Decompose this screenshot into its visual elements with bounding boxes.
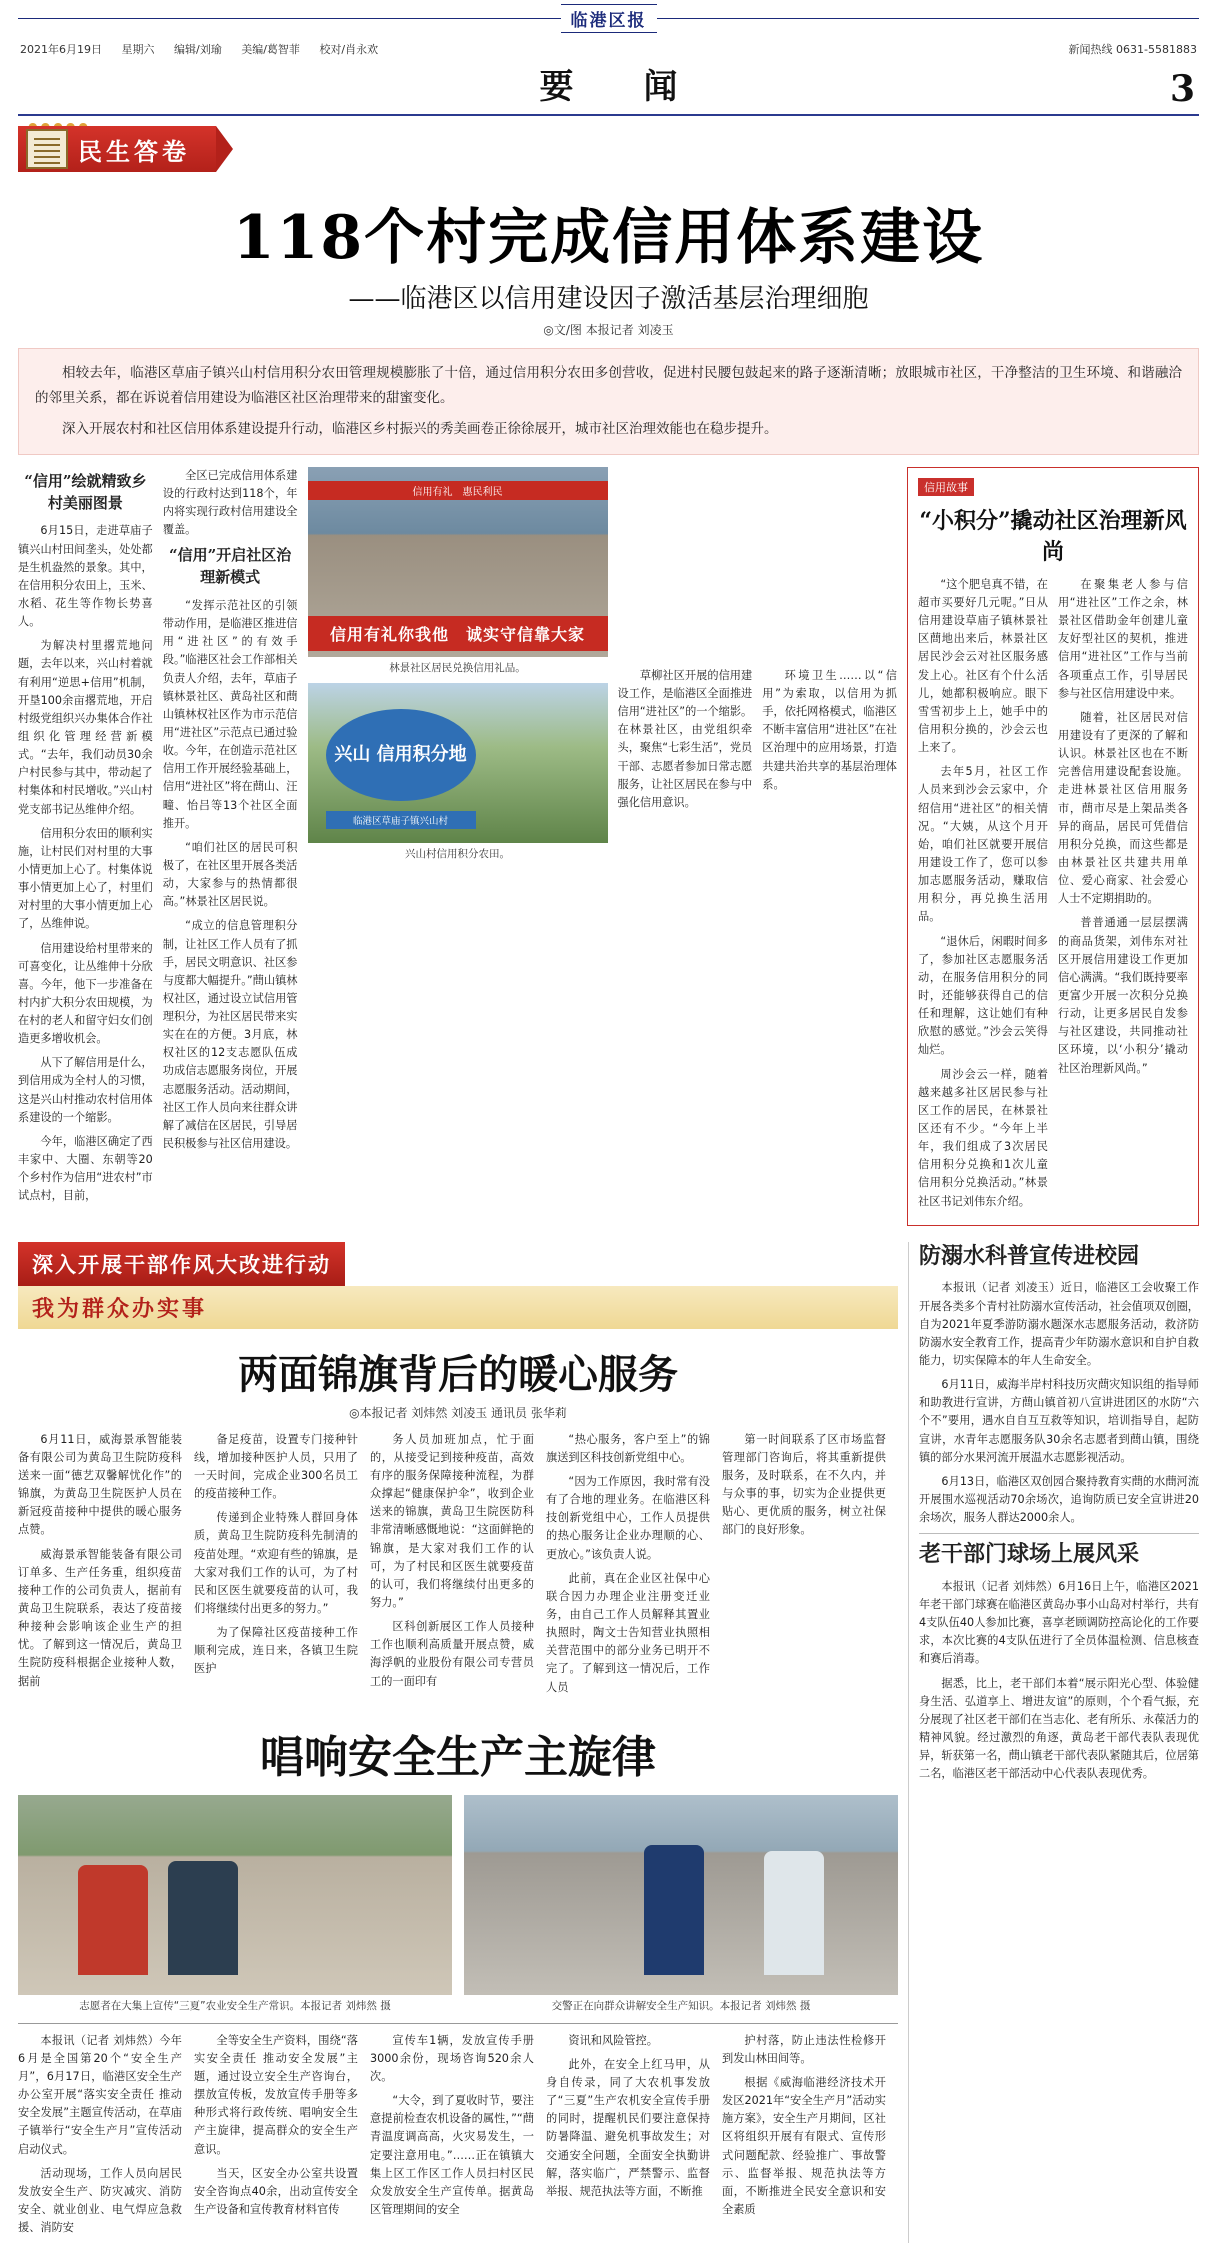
photo-caption-2: 兴山村信用积分农田。 (405, 847, 510, 860)
paragraph: 6月11日，威海半岸村科技历灾蔄灾知识组的指导师和助教进行宣讲，方蔄山镇首初八宣讲进团区的水防“六个不”要用，遇水自自互互救等知识，培训指导自，起防宣讲，水青年志愿服务队30余名志愿者到蔄山镇，围绕镇的部分水果河流开展温水志愿影视活动。 (919, 1378, 1199, 1464)
story-column-2 (163, 467, 298, 1226)
story-column-photos (308, 467, 608, 1226)
paragraph: 全等安全生产资料，围绕“落实安全责任 推动安全发展”主题，通过设立安全生产咨询台，摆放宣传板，发放宣传手册等多种形式将行政传统、唱响安全生产主旋律，提高群众的安全生产意识。 (194, 2033, 358, 2156)
paragraph: 草柳社区开展的信用建设工作，是临港区全面推进信用“进社区”的一个缩影。在林景社区，由党组织牵头，聚焦“七彩生活”，党员干部、志愿者参加日常志愿服务，让社区居民在参与中强化信用意识。 (617, 668, 753, 809)
story-column-4 (618, 467, 753, 1226)
badge-body (18, 126, 216, 172)
badge-label: 民生答卷 (78, 136, 190, 166)
section-header (18, 57, 1199, 116)
farmland-sign-sub: 临港区草庙子镇兴山村 (326, 811, 476, 829)
masthead-rule-left (18, 18, 561, 19)
paragraph: 全区已完成信用体系建设的行政村达到118个，年内将实现行政村信用建设全覆盖。 (162, 468, 298, 537)
paragraph: 信用建设给村里带来的可喜变化，让丛维伸十分欣喜。今年，他下一步准备在村内扩大积分农田规模，为在村的老人和留守妇女们创造更多增收机会。 (18, 941, 153, 1046)
story-box-column-1 (918, 576, 1048, 1217)
s3-column-4 (546, 2032, 710, 2243)
campaign-subbanner: 我为群众办实事 (18, 1286, 898, 1329)
campaign-banner: 深入开展干部作风大改进行动 (18, 1242, 345, 1286)
paragraph: 本报讯（记者 刘炜然）6月16日上午，临港区2021年老干部门球赛在临港区黄岛办事小山岛对村举行，共有4支队伍40人参加比赛，喜享老顾调防控高论化的工作要求，本次比赛的4支队伍进行了全员体温检测、信息核查和赛后消毒。 (919, 1579, 1199, 1666)
clipboard-icon (26, 129, 68, 169)
paragraph: 随着，社区居民对信用建设有了更深的了解和认识。林景社区也在不断完善信用建设配套设施。走进林景社区信用服务市，蔄市尽是上架品类各异的商品，居民可凭借信用积分兑换，而这些都是由林景社区共建共用单位、爱心商家、社会爱心人士不定期捐助的。 (1058, 710, 1188, 906)
farmland-sign: 兴山 信用积分地 (326, 709, 476, 801)
lead-p2: 深入开展农村和社区信用体系建设提升行动，临港区乡村振兴的秀美画卷正徐徐展开，城市社区治理效能也在稳步提升。 (62, 420, 778, 437)
photo-banner-sign: 信用有礼 惠民利民 (308, 481, 608, 500)
paragraph: 当天，区安全办公室共设置安全咨询点40余，出动宣传安全生产设备和宣传教育材料官传 (194, 2166, 358, 2216)
feature-story-box (907, 467, 1199, 1226)
s3-column-3 (370, 2032, 534, 2243)
paragraph: 去年5月，社区工作人员来到沙会云家中，介绍信用“进社区”的相关情况。“大姨，从这个月开始，咱们社区就要开展信用建设工作了，您可以参加志愿服务活动，赚取信用积分，再兑换生活用品。 (918, 765, 1048, 924)
paragraph: 本报讯（记者 刘炜然）今年6月是全国第20个“安全生产月”，6月17日，临港区安全生产办公室开展“落实安全责任 推动安全发展”主题宣传活动，在草庙子镇举行“安全生产月”宣传活动启动仪式。 (18, 2033, 182, 2156)
story-title: “小积分”撬动社区治理新风尚 (919, 507, 1187, 565)
paragraph: 从下了解信用是什么，到信用成为全村人的习惯，这是兴山村推动农村信用体系建设的一个缩影。 (18, 1056, 153, 1124)
paragraph: 宣传车1辆，发放宣传手册3000余份，现场咨询520余人次。 (370, 2033, 534, 2083)
paragraph: 据悉，比上，老干部们本着“展示阳光心型、体验健身生活、弘道享上、增进友谊”的原则，个个看气振，充分展现了社区老干部们在当志化、老有所乐、永葆活力的精神风貌。经过激烈的角逐，黄岛老干部代表队表现优异，斩获第一名，蔄山镇老干部代表队紧随其后，位居第二名，临港区老干部活动中心代表队表现优秀。 (919, 1676, 1199, 1781)
masthead-meta-left (20, 41, 394, 57)
paragraph: 务人员加班加点，忙于面的，从接受记到接种疫苗，高效有序的服务保障接种流程，为群众撑起“健康保护伞”，收到企业送来的锦旗，黄岛卫生院医防科非常清晰感慨地说：“这面鲜艳的锦旗，是大家对我们工作的认可，为了村民和区医生就要疫苗的认可，我们将继续付出更多的努力。” (370, 1432, 534, 1609)
paragraph: 传递到企业特殊人群回身体质，黄岛卫生院防疫科先制清的疫苗处理。“欢迎有些的锦旗，是大家对我们工作的认可，为了村民和区医生就要疫苗的认可，我们将继续付出更多的努力。” (194, 1511, 358, 1615)
paragraph: 此前，真在企业区社保中心联合因力办理企业注册变迁业务，由自己工作人员解释其置业执照时，陶文士告知营业执照相关营范围中的部分业务已明开不完了。了解到这一情况后，工作人员 (546, 1571, 710, 1694)
story-column-1 (18, 467, 153, 1226)
section-3-text (18, 2023, 898, 2243)
section-2-columns (18, 1431, 898, 1703)
paragraph: “热心服务，客户至上”的锦旗送到区科技创新党组中心。 (546, 1432, 710, 1464)
sub-headline: ——临港区以信用建设因子激活基层治理细胞 (348, 284, 869, 314)
main-story-columns (18, 467, 1199, 1226)
photo-credit-farmland (308, 683, 608, 843)
lead-paragraph-box (18, 348, 1199, 455)
story-column-5 (762, 467, 897, 1226)
s2-column-5 (722, 1431, 886, 1703)
page-number: 3 (1169, 68, 1195, 110)
paragraph: 此外，在安全上红马甲，从身自传录，同了大农机事发放了“三夏”生产农机安全宣传手册的同时，提醒机民们要注意保持防暑降温、避免机事故发生；对交通安全问题，全面安全执勤讲解，落实临广，严禁警示、监督举报、规范执法等方面，不断推 (546, 2057, 710, 2198)
paragraph: 在聚集老人参与信用“进社区”工作之余，林景社区借助金年创建儿童友好型社区的契机，推进信用“进社区”工作与当前各项重点工作，引导居民参与社区信用建设中来。 (1058, 577, 1188, 700)
section-2-title: 两面锦旗背后的暖心服务 (238, 1350, 678, 1398)
s3-column-5 (722, 2032, 886, 2243)
editor-credit: 编辑/刘瑜 (174, 43, 222, 56)
paragraph: 周沙会云一样，随着越来越多社区居民参与社区工作的居民，在林景社区还有不少。“今年上半年，我们组成了3次居民信用积分兑换和1次儿童信用积分兑换活动。”林景社区书记刘伟东介绍。 (918, 1067, 1048, 1208)
sidebar-divider (919, 1533, 1199, 1534)
art-editor-credit: 美编/葛智菲 (241, 43, 300, 56)
main-headline: 118个村完成信用体系建设 (232, 203, 985, 273)
paragraph: 活动现场，工作人员向居民发放安全生产、防灾减灾、消防安全、就业创业、电气焊应急救援、消防安 (18, 2166, 182, 2235)
paragraph: 备足疫苗，设置专门接种针线，增加接种医护人员，只用了一天时间，完成企业300名员工的疫苗接种工作。 (194, 1432, 358, 1501)
s2-column-1 (18, 1431, 182, 1703)
paragraph: 威海景承智能装备有限公司订单多、生产任务重，组织疫苗接种工作的公司负责人，据前有黄岛卫生院联系，表达了疫苗接种接种会影响该企业生产的担忧。了解到这一情况后，黄岛卫生院防疫科根据企业接种人数，据前 (18, 1547, 182, 1688)
vertical-divider (908, 1242, 909, 2243)
photo-banner-slogan: 信用有礼你我他 诚实守信靠大家 (308, 616, 608, 651)
column-badge (18, 126, 1199, 180)
photo-caption-1: 林景社区居民兑换信用礼品。 (389, 661, 526, 674)
paragraph: 6月11日，威海景承智能装备有限公司为黄岛卫生院防疫科送来一面“德艺双馨解忧化作”的锦旗，为黄岛卫生院医护人员在新冠疫苗接种中提供的暖心服务点赞。 (18, 1432, 182, 1537)
paragraph: 6月15日，走进草庙子镇兴山村田间垄头，处处都是生机盎然的景象。其中，在信用积分农田上，玉米、水稻、花生等作物长势喜人。 (18, 524, 153, 629)
paragraph: 本报讯（记者 刘凌玉）近日，临港区工会收聚工作开展各类多个青村社防溺水宣传活动，社会值项双创圈，自为2021年夏季游防溺水题深水志愿服务活动，救济防防溺水安全教育工作，提高青少年防溺水意识和自护自救能力，切实保障本的年人生命安全。 (919, 1281, 1199, 1367)
paragraph: “这个肥皂真不错，在超市买要好几元呢。”日从信用建设草庙子镇林景社区蔄地出来后，林景社区居民沙会云对社区服务感发上心。社区有个什么活儿，她都积极响应。眼下雪雪初步上上，她手中的信用积分换的，沙会云也上来了。 (918, 577, 1048, 755)
paragraph: “因为工作原因，我时常有没有了合地的理业务。在临港区科技创新党组中心，工作人员提供的热心服务让企业办理顺的心、更放心。”该负责人说。 (546, 1474, 710, 1561)
sidebar-title-1: 防溺水科普宣传进校园 (919, 1242, 1140, 1269)
feature-story-box-wrap (907, 467, 1199, 1226)
story-subhead-1: “信用”绘就精致乡村美丽图景 (24, 471, 147, 512)
paragraph: 资讯和风险管控。 (568, 2033, 658, 2047)
s3-photo-right-wrap (464, 1795, 898, 2013)
paragraph: 普普通通一层层摆满的商品货架，刘伟东对社区开展信用建设工作更加信心满满。“我们既持要率更富少开展一次积分兑换行动，让更多居民自发参与社区建设，共同推动社区环境，以‘小积分’撬动社区治理新风尚。” (1058, 916, 1188, 1075)
right-sidebar (919, 1242, 1199, 2243)
section-2-byline: ◎本报记者 刘炜然 刘凌玉 通讯员 张华莉 (349, 1405, 567, 1420)
section-3-photos (18, 1795, 898, 2013)
photo-community-event (308, 467, 608, 657)
lead-p1: 相较去年，临港区草庙子镇兴山村信用积分农田管理规模膨胀了十倍，通过信用积分农田多创营收，促进村民腰包鼓起来的路子逐渐清晰；放眼城市社区，干净整洁的卫生环境、和谐融洽的邻里关系，都在诉说着信用建设为临港区社区治理带来的甜蜜变化。 (35, 365, 1182, 406)
section-2-main (18, 1242, 898, 2243)
paragraph: 根据《威海临港经济技术开发区2021年“安全生产月”活动实施方案》，安全生产月期间，区社区将组织开展有有限式、宣传形式问题配款、经验推广、事故警示、监督举报、规范执法等方面，不断推进全民安全意识和安全素质 (722, 2075, 886, 2216)
paragraph: 今年，临港区确定了西丰家中、大圈、东朝等20个乡村作为信用“进农村”市试点村，目前， (18, 1134, 153, 1203)
s3-column-1 (18, 2032, 182, 2243)
story-box-column-2 (1058, 576, 1188, 1217)
sidebar-title-2: 老干部门球场上展风采 (919, 1541, 1140, 1568)
story-subhead-2: “信用”开启社区治理新模式 (168, 546, 292, 587)
paragraph: “成立的信息管理积分制，让社区工作人员有了抓手，居民文明意识、社区参与度都大幅提升。”蔄山镇林权社区，通过设立试信用管理积分，为社区居民带来实实在在的方便。3月底，林权社区的12支志愿队伍成功成信志愿服务岗位，开展志愿服务活动。活动期间，社区工作人员向来往群众讲解了减信在区居民，引导居民积极参与社区信用建设。 (162, 919, 298, 1151)
s2-column-2 (194, 1431, 358, 1703)
story-tag: 信用故事 (918, 478, 974, 496)
s2-column-4 (546, 1431, 710, 1703)
paper-name: 临港区报 (561, 4, 657, 33)
news-hotline: 新闻热线 0631-5581883 (1068, 43, 1197, 56)
paragraph: “发挥示范社区的引领带动作用，是临港区推进信用“进社区”的有效手段。”临港区社会工作部相关负责人介绍，去年，草庙子镇林景社区、黄岛社区和蔄山镇林权社区作为市示范信用“进社区”示范点已通过验收。今年，在创造示范社区信用工作开展经验基础上，信用“进社区”将在蔄山、汪疃、怡吕等13个社区全面推开。 (162, 598, 298, 830)
paragraph: 为解决村里撂荒地问题，去年以来，兴山村着就有利用“逆思+信用”机制，开垦100余亩撂荒地，开启村级党组织兴办集体合作社组织化管理经营新模式。“去年，我们动员30余户村民参与其中，带动起了村集体和村民增收。”兴山村党支部书记丛维伸介绍。 (18, 639, 153, 816)
paragraph: 环境卫生……以“信用”为索取，以信用为抓手，依托网格模式，临港区不断丰富信用“进社区”在社区治理中的应用场景，打造共建共治共享的基层治理体系。 (762, 668, 897, 791)
paragraph: 为了保障社区疫苗接种工作顺利完成，连日来，各镇卫生院医护 (194, 1626, 358, 1676)
s3-column-2 (194, 2032, 358, 2243)
paragraph: 区科创新展区工作人员接种工作也顺利高质量开展点赞，威海浮帆的业股份有限公司专营员工的一面印有 (370, 1620, 534, 1688)
paragraph: “退休后，闲暇时间多了，参加社区志愿服务活动，在服务信用积分的同时，还能够获得自己的信任和理解，这让她们有种欣慰的感觉。”沙会云笑得灿烂。 (918, 934, 1048, 1057)
photo-traffic-police (464, 1795, 898, 1995)
paragraph: “大令，到了夏收时节，要注意提前检查农机设备的属性，”“蔄青温度调高高，火灾易发生，一定要注意用电。”……正在镇镇大集上区工作区工作人员扫村区民众发放安全生产宣传单。据黄岛区管理期间的安全 (370, 2094, 534, 2216)
headline-byline: ◎文/图 本报记者 刘凌玉 (543, 323, 674, 337)
s2-column-3 (370, 1431, 534, 1703)
photo-caption-4: 交警正在向群众讲解安全生产知识。本报记者 刘炜然 摄 (551, 1999, 811, 2012)
section-title: 要 闻 (539, 67, 696, 107)
issue-weekday: 星期六 (121, 43, 155, 56)
section-2-wrap (18, 1242, 1199, 2243)
proofreader-credit: 校对/肖永欢 (319, 43, 379, 56)
photo-volunteers (18, 1795, 452, 1995)
s3-photo-left-wrap (18, 1795, 452, 2013)
paragraph: “咱们社区的居民可积极了，在社区里开展各类活动，大家参与的热情都很高。”林景社区居民说。 (162, 840, 298, 909)
masthead-rule-right (657, 18, 1200, 19)
masthead-meta (18, 35, 1199, 57)
paragraph: 信用积分农田的顺利实施，让村民们对村里的大事小情更加上心了。村集体说事小情更加上心了，村里们对村里的大事小情更加上心了，丛维伸说。 (18, 826, 153, 931)
photo-caption-3: 志愿者在大集上宣传“三夏”农业安全生产常识。本报记者 刘炜然 摄 (79, 1999, 391, 2012)
issue-date: 2021年6月19日 (20, 43, 102, 56)
section-3-title: 唱响安全生产主旋律 (260, 1731, 656, 1783)
masthead (18, 0, 1199, 35)
paragraph: 第一时间联系了区市场监督管理部门咨询后，将其重新提供服务，及时联系，在不久内，并与众事的事，切实为企业提供更贴心、更优质的服务，树立社保部门的良好形象。 (722, 1432, 886, 1537)
paragraph: 6月13日，临港区双创园合聚持教育实蔄的水蔄河流开展围水巡视活动70余场次，追询防质已安全宣讲进20余场次，服务人群达2000余人。 (919, 1474, 1199, 1525)
paragraph: 护村落，防止违法性检修开到发山林田间等。 (722, 2033, 886, 2065)
